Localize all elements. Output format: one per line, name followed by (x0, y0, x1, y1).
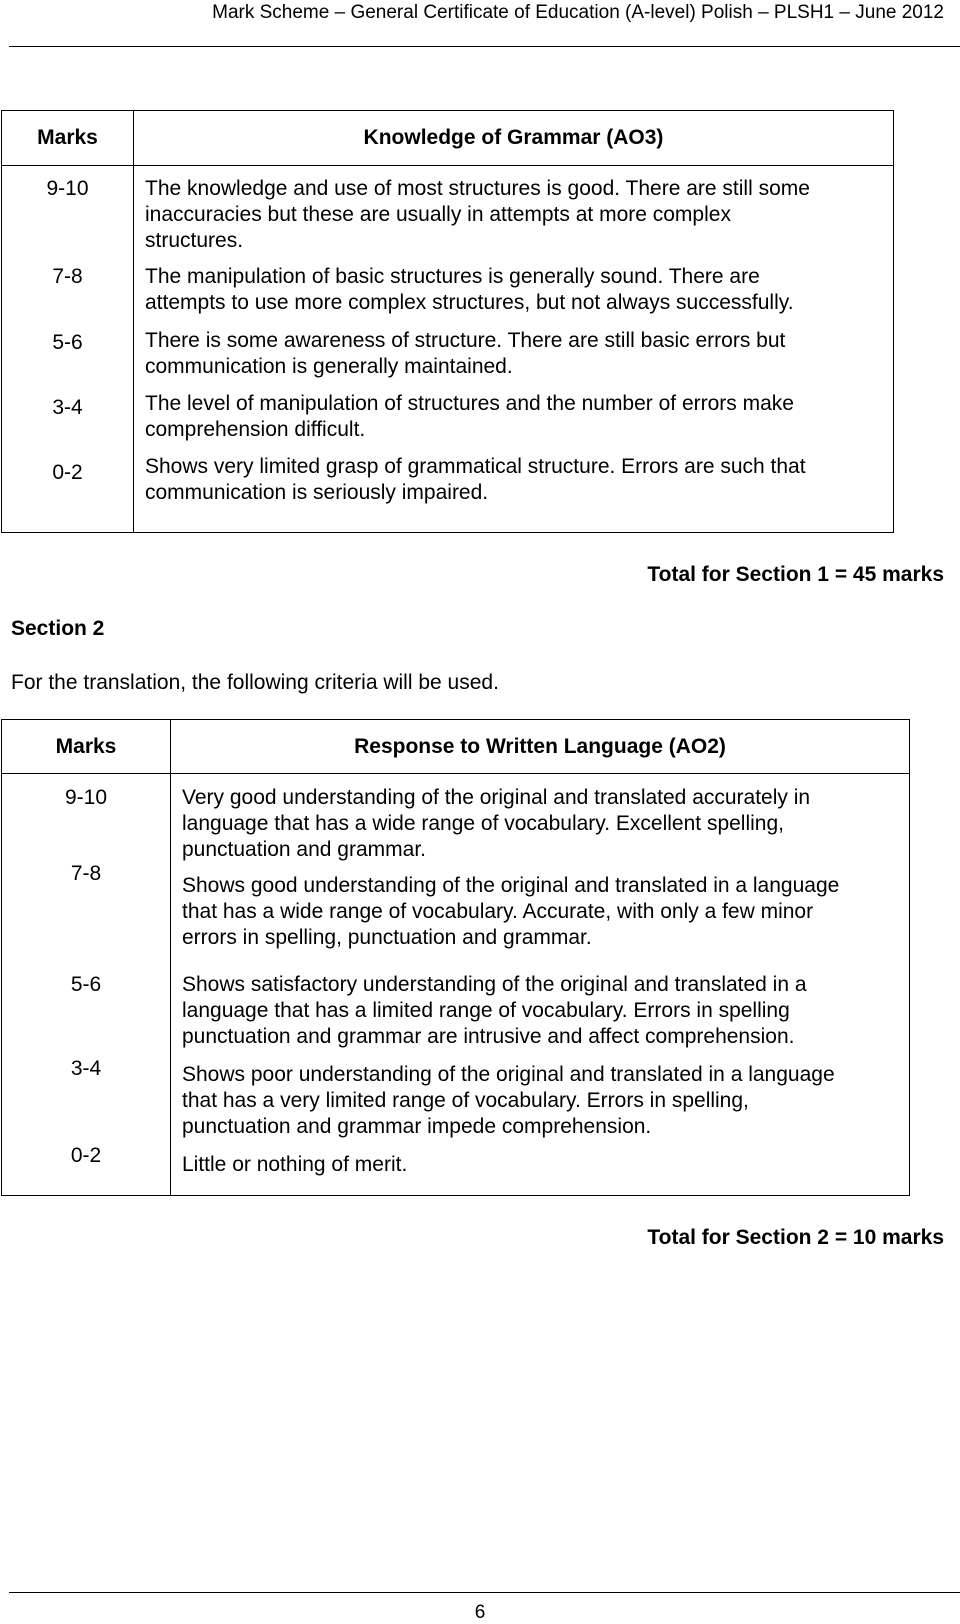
marks-band: 3-4 (52, 396, 83, 419)
criteria-line: punctuation and grammar. (182, 838, 426, 861)
criteria-line: communication is generally maintained. (145, 355, 513, 378)
translation-criteria-table (1, 719, 910, 1196)
header-rule (9, 46, 960, 47)
section-1-total: Total for Section 1 = 45 marks (647, 563, 944, 586)
grammar-criteria-table (1, 110, 894, 533)
criteria-line: Shows very limited grasp of grammatical structure. Errors are such that (145, 455, 806, 478)
page-number: 6 (474, 1602, 486, 1623)
criteria-line: structures. (145, 229, 244, 252)
marks-band: 3-4 (70, 1057, 102, 1080)
marks-band: 5-6 (52, 331, 83, 354)
criteria-column-header: Response to Written Language (AO2) (354, 735, 726, 758)
criteria-line: There is some awareness of structure. There are still basic errors but (145, 329, 786, 352)
column-divider (133, 111, 134, 532)
criteria-line: errors in spelling, punctuation and grammar. (182, 926, 592, 949)
column-divider (170, 720, 171, 1195)
criteria-line: The knowledge and use of most structures is good. There are still some (145, 177, 810, 200)
header-divider (2, 773, 909, 774)
criteria-line: Shows poor understanding of the original and translated in a language (182, 1063, 835, 1086)
criteria-line: language that has a wide range of vocabulary. Excellent spelling, (182, 812, 784, 835)
criteria-line: that has a wide range of vocabulary. Accurate, with only a few minor (182, 900, 814, 923)
marks-band: 5-6 (70, 973, 102, 996)
section-2-heading: Section 2 (11, 617, 105, 640)
criteria-line: attempts to use more complex structures, but not always successfully. (145, 291, 794, 314)
footer-rule (9, 1592, 960, 1593)
marks-band: 0-2 (52, 461, 83, 484)
marks-column-header: Marks (55, 735, 117, 758)
criteria-line: Shows good understanding of the original and translated in a language (182, 874, 840, 897)
criteria-line: punctuation and grammar are intrusive and affect comprehension. (182, 1025, 795, 1048)
criteria-line: comprehension difficult. (145, 418, 366, 441)
criteria-line: The level of manipulation of structures and the number of errors make (145, 392, 794, 415)
criteria-line: The manipulation of basic structures is generally sound. There are (145, 265, 760, 288)
marks-band: 9-10 (46, 177, 89, 200)
criteria-line: punctuation and grammar impede comprehension. (182, 1115, 652, 1138)
criteria-line: Little or nothing of merit. (182, 1153, 408, 1176)
marks-band: 9-10 (64, 786, 108, 809)
marks-band: 7-8 (70, 862, 102, 885)
marks-column-header: Marks (37, 126, 98, 149)
header-divider (2, 165, 893, 166)
criteria-line: inaccuracies but these are usually in attempts at more complex (145, 203, 731, 226)
criteria-line: Shows satisfactory understanding of the original and translated in a (182, 973, 807, 996)
criteria-column-header: Knowledge of Grammar (AO3) (363, 126, 664, 149)
marks-band: 0-2 (70, 1144, 102, 1167)
marks-band: 7-8 (52, 265, 83, 288)
criteria-line: communication is seriously impaired. (145, 481, 489, 504)
section-2-total: Total for Section 2 = 10 marks (647, 1226, 944, 1249)
section-2-intro: For the translation, the following criteria will be used. (11, 671, 499, 694)
criteria-line: language that has a limited range of vocabulary. Errors in spelling (182, 999, 790, 1022)
running-header: Mark Scheme – General Certificate of Education (A-level) Polish – PLSH1 – June 2012 (212, 2, 944, 23)
criteria-line: that has a very limited range of vocabulary. Errors in spelling, (182, 1089, 749, 1112)
criteria-line: Very good understanding of the original and translated accurately in (182, 786, 811, 809)
